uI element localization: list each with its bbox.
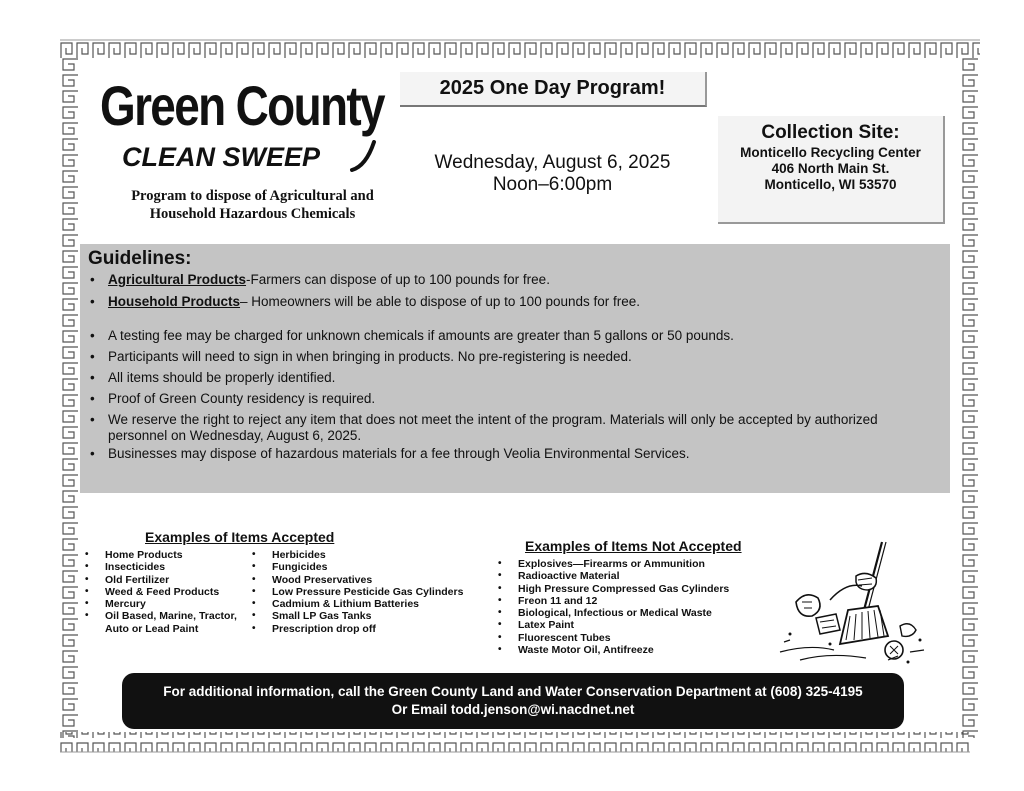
bullet-icon: • (85, 598, 89, 610)
list-item (252, 574, 482, 586)
program-tagline (100, 187, 405, 223)
list-item-text: Small LP Gas Tanks (272, 610, 372, 623)
list-item-text: Fluorescent Tubes (518, 631, 611, 644)
not-accepted-title: Examples of Items Not Accepted (525, 538, 742, 554)
bullet-icon: • (252, 585, 256, 597)
guideline-text: – Homeowners will be able to dispose of up to 100 pounds for free. (240, 294, 641, 309)
list-item (85, 574, 250, 586)
guidelines-panel (80, 244, 950, 493)
list-item-text: Insecticides (105, 561, 166, 574)
list-item-text: Freon 11 and 12 (518, 594, 598, 607)
guideline-text: Businesses may dispose of hazardous materials for a fee through Veolia Environmental Services. (108, 446, 690, 461)
list-item (252, 586, 482, 598)
guideline-text: A testing fee may be charged for unknown chemicals if amounts are greater than 5 gallons or 50 pounds. (108, 328, 734, 343)
guideline-text: -Farmers can dispose of up to 100 pounds for free. (246, 272, 550, 287)
guidelines-title: Guidelines: (88, 248, 192, 269)
bullet-icon: • (252, 573, 256, 585)
guidelines-list (88, 272, 938, 462)
guideline-text: All items should be properly identified. (108, 370, 336, 385)
bullet-icon: • (252, 561, 256, 573)
bullet-icon: • (252, 549, 256, 560)
guideline-item (88, 272, 938, 288)
list-item (252, 561, 482, 573)
collection-site-title: Collection Site: (761, 122, 900, 143)
list-item (252, 623, 482, 635)
list-item (85, 610, 250, 622)
list-item-text: Oil Based, Marine, Tractor, (105, 610, 237, 623)
bullet-icon: • (85, 610, 89, 622)
bullet-icon: • (498, 570, 502, 582)
bullet-icon: • (498, 644, 502, 656)
bullet-icon: • (90, 446, 95, 461)
list-item (498, 619, 758, 631)
list-item-text: Radioactive Material (518, 570, 620, 583)
list-item-text: Biological, Infectious or Medical Waste (518, 607, 712, 620)
guideline-text: We reserve the right to reject any item that does not meet the intent of the program. Materials will only be accepted by authorized personnel on Wednesday, August 6, 2025. (108, 412, 878, 443)
list-item (498, 558, 758, 570)
collection-site-box (718, 116, 945, 224)
guideline-item (88, 391, 938, 407)
bullet-icon: • (498, 607, 502, 619)
bullet-icon: • (252, 598, 256, 610)
list-item-text: Low Pressure Pesticide Gas Cylinders (272, 585, 464, 598)
collection-site-city: Monticello, WI 53570 (764, 177, 897, 192)
bullet-icon: • (90, 391, 95, 406)
guideline-text: Participants will need to sign in when bringing in products. No pre-registering is needed. (108, 349, 632, 364)
list-item (498, 583, 758, 595)
event-time: Noon–6:00pm (492, 174, 613, 195)
list-item-text: Weed & Feed Products (105, 585, 220, 598)
list-item (498, 644, 758, 656)
bullet-icon: • (85, 573, 89, 585)
list-item (252, 598, 482, 610)
guideline-label: Household Products (108, 294, 241, 309)
list-item (252, 610, 482, 622)
list-item-text: Explosives—Firearms or Ammunition (518, 558, 705, 570)
accepted-list-col1 (85, 549, 250, 635)
bullet-icon: • (90, 412, 95, 427)
tagline-line-2: Household Hazardous Chemicals (149, 206, 356, 222)
guideline-text: Proof of Green County residency is required. (108, 391, 376, 406)
list-item-text: Fungicides (272, 561, 328, 574)
list-item-text: Old Fertilizer (105, 573, 170, 586)
list-item (252, 549, 482, 561)
bullet-icon: • (498, 582, 502, 594)
list-item (85, 586, 250, 598)
list-item-text: Mercury (105, 598, 146, 611)
list-item-continued (85, 623, 250, 635)
accepted-title: Examples of Items Accepted (145, 529, 335, 545)
list-item-text: Wood Preservatives (272, 573, 373, 586)
list-item (498, 632, 758, 644)
bullet-icon: • (90, 349, 95, 364)
collection-site-name: Monticello Recycling Center (740, 145, 921, 160)
not-accepted-list (498, 558, 758, 656)
list-item-text: Home Products (105, 549, 183, 561)
contact-bar (122, 673, 904, 729)
bullet-icon: • (90, 294, 95, 309)
bullet-icon: • (252, 610, 256, 622)
list-item-text: Herbicides (272, 549, 326, 561)
contact-phone-line: For additional information, call the Green County Land and Water Conservation Department at (608) 325-4195 (163, 684, 863, 699)
bullet-icon: • (498, 594, 502, 606)
broom-sweeping-icon (770, 540, 940, 670)
list-item-text: High Pressure Compressed Gas Cylinders (518, 582, 730, 595)
bullet-icon: • (252, 622, 256, 634)
list-item (498, 570, 758, 582)
bullet-icon: • (85, 585, 89, 597)
program-banner: 2025 One Day Program! (400, 72, 707, 107)
guideline-item (88, 370, 938, 386)
list-item (85, 561, 250, 573)
guideline-item (88, 412, 938, 444)
bullet-icon: • (85, 549, 89, 560)
contact-email-line[interactable]: Or Email todd.jenson@wi.nacdnet.net (391, 702, 635, 717)
accepted-list-col2 (252, 549, 482, 635)
list-item-text: Waste Motor Oil, Antifreeze (518, 644, 654, 657)
guideline-item (88, 349, 938, 365)
bullet-icon: • (90, 328, 95, 343)
list-item-text: Cadmium & Lithium Batteries (272, 598, 420, 611)
list-item-text: Auto or Lead Paint (105, 622, 199, 635)
event-date: Wednesday, August 6, 2025 (434, 152, 671, 173)
guideline-item (88, 446, 938, 462)
guideline-item (88, 294, 938, 310)
bullet-icon: • (90, 272, 95, 287)
title-swoosh (348, 140, 378, 176)
tagline-line-1: Program to dispose of Agricultural and (131, 188, 374, 204)
flyer-subtitle: CLEAN SWEEP (122, 142, 321, 172)
list-item-text: Latex Paint (518, 619, 575, 632)
collection-site-street: 406 North Main St. (771, 161, 890, 176)
event-datetime (405, 152, 700, 196)
bullet-icon: • (498, 558, 502, 569)
list-item (498, 595, 758, 607)
list-item (498, 607, 758, 619)
list-item (85, 549, 250, 561)
flyer-title: Green County (100, 74, 384, 137)
bullet-icon: • (498, 619, 502, 631)
list-item-text: Prescription drop off (272, 622, 376, 635)
list-item (85, 598, 250, 610)
guideline-label: Agricultural Products (108, 272, 247, 287)
bullet-icon: • (90, 370, 95, 385)
bullet-icon: • (85, 561, 89, 573)
bullet-icon: • (498, 631, 502, 643)
guideline-item (88, 328, 938, 344)
